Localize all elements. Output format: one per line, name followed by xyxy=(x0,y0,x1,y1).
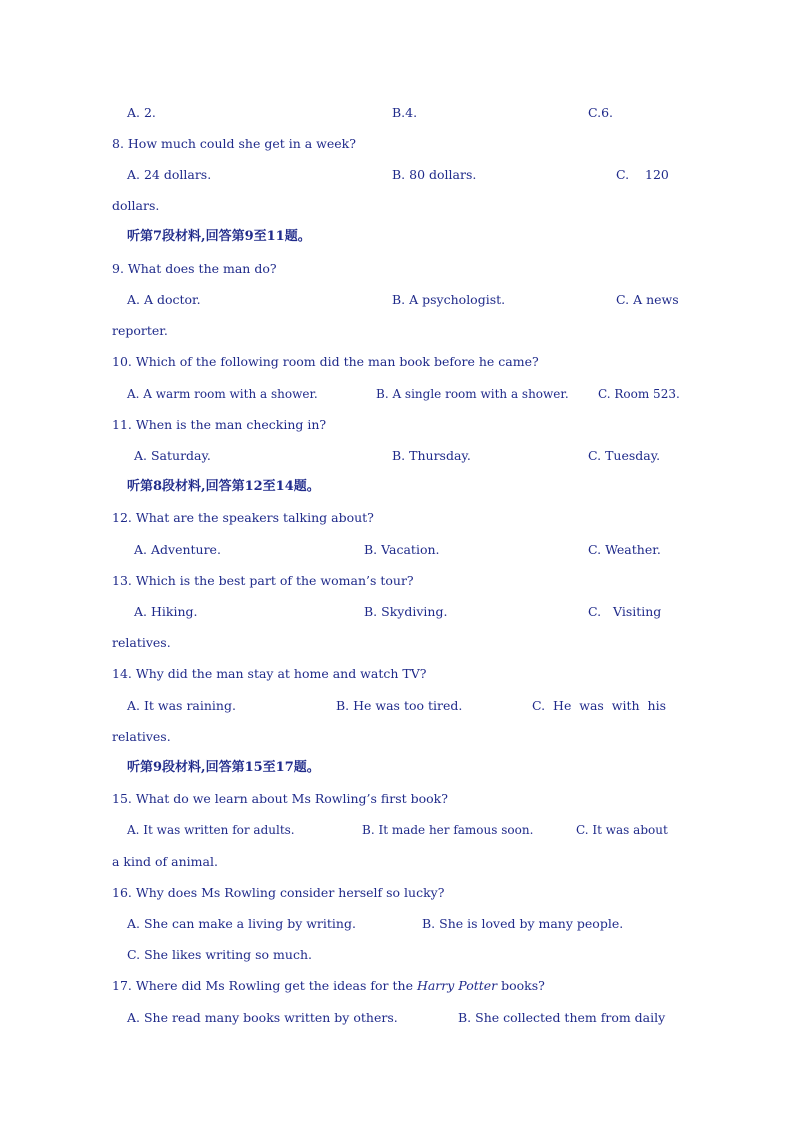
q8-option-c-continued: dollars. xyxy=(112,198,160,213)
q9-option-c: C. A news xyxy=(616,292,679,307)
q12-option-b: B. Vacation. xyxy=(364,542,440,557)
q12-option-c: C. Weather. xyxy=(588,542,661,557)
q15-option-a: A. It was written for adults. xyxy=(127,823,295,837)
q10-option-a: A. A warm room with a shower. xyxy=(127,387,318,401)
q7-option-b: B.4. xyxy=(392,105,418,120)
q14-option-a: A. It was raining. xyxy=(127,698,236,713)
q15-option-c-continued: a kind of animal. xyxy=(112,854,218,869)
q7-option-a: A. 2. xyxy=(127,105,156,120)
q14-stem: 14. Why did the man stay at home and watch TV? xyxy=(112,666,427,681)
q16-option-a: A. She can make a living by writing. xyxy=(127,916,356,931)
q12-option-a: A. Adventure. xyxy=(134,542,221,557)
q8-option-c: C. 120 xyxy=(616,167,669,182)
q11-option-a: A. Saturday. xyxy=(134,448,211,463)
q9-option-c-continued: reporter. xyxy=(112,323,168,338)
section-heading-7: 听第7段材料,回答第9至11题。 xyxy=(127,229,311,244)
q16-option-c: C. She likes writing so much. xyxy=(127,947,312,962)
q13-option-a: A. Hiking. xyxy=(134,604,198,619)
q10-option-c: C. Room 523. xyxy=(598,387,680,401)
q11-option-b: B. Thursday. xyxy=(392,448,471,463)
q16-stem: 16. Why does Ms Rowling consider herself so lucky? xyxy=(112,885,445,900)
q9-option-b: B. A psychologist. xyxy=(392,292,506,307)
q14-option-c-continued: relatives. xyxy=(112,729,171,744)
q17-option-a: A. She read many books written by others. xyxy=(127,1010,398,1025)
q7-option-c: C.6. xyxy=(588,105,614,120)
q9-option-a: A. A doctor. xyxy=(127,292,201,307)
q10-option-b: B. A single room with a shower. xyxy=(376,387,569,401)
q13-option-c-continued: relatives. xyxy=(112,635,171,650)
q8-option-a: A. 24 dollars. xyxy=(127,167,212,182)
q13-option-c: C. Visiting xyxy=(588,604,662,619)
q11-option-c: C. Tuesday. xyxy=(588,448,661,463)
q13-stem: 13. Which is the best part of the woman’s tour? xyxy=(112,573,414,588)
q14-option-c: C. He was with his xyxy=(532,698,666,713)
q17-stem xyxy=(112,978,545,994)
q12-stem: 12. What are the speakers talking about? xyxy=(112,510,374,525)
q16-option-b: B. She is loved by many people. xyxy=(422,916,624,931)
q15-stem: 15. What do we learn about Ms Rowling’s first book? xyxy=(112,791,448,806)
q17-option-b: B. She collected them from daily xyxy=(458,1010,666,1025)
section-heading-9: 听第9段材料,回答第15至17题。 xyxy=(127,760,320,775)
q8-stem: 8. How much could she get in a week? xyxy=(112,136,356,151)
q14-option-b: B. He was too tired. xyxy=(336,698,463,713)
q11-stem: 11. When is the man checking in? xyxy=(112,417,327,432)
q8-option-b: B. 80 dollars. xyxy=(392,167,477,182)
q15-option-b: B. It made her famous soon. xyxy=(362,823,534,837)
section-heading-8: 听第8段材料,回答第12至14题。 xyxy=(127,479,320,494)
q9-stem: 9. What does the man do? xyxy=(112,261,277,276)
q15-option-c: C. It was about xyxy=(576,823,668,837)
q17-stem-suffix: books? xyxy=(497,978,545,993)
q17-book-title: Harry Potter xyxy=(416,978,498,993)
q13-option-b: B. Skydiving. xyxy=(364,604,448,619)
q10-stem: 10. Which of the following room did the man book before he came? xyxy=(112,354,539,369)
q17-stem-prefix: 17. Where did Ms Rowling get the ideas for the xyxy=(112,978,417,993)
